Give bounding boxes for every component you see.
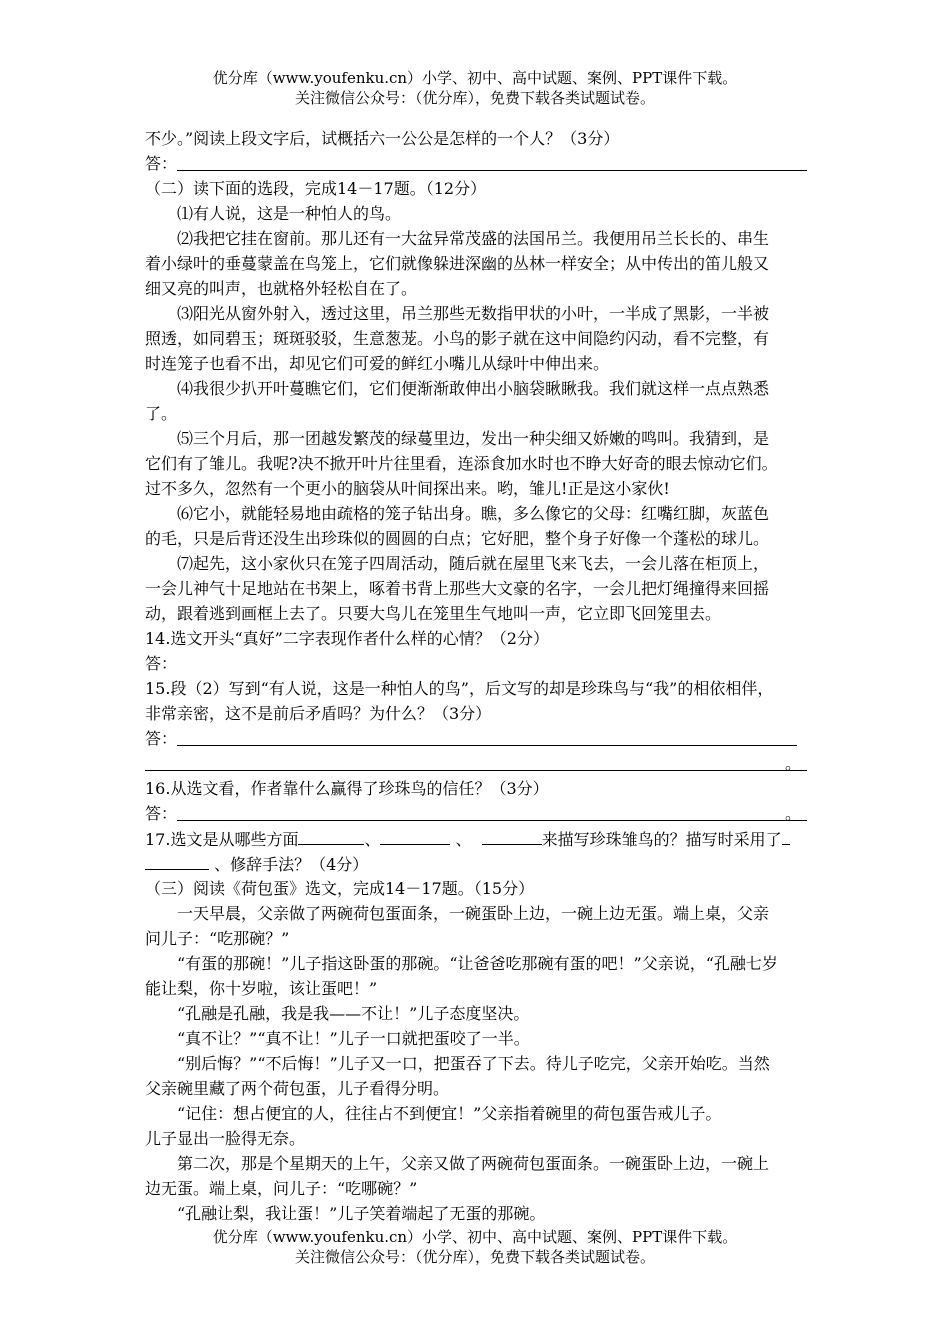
passage-line: 它们有了雏儿。我呢?决不掀开叶片往里看，连添食加水时也不睁大好奇的眼去惊动它们。 — [145, 454, 778, 473]
passage-line: “孔融让梨，我让蛋！”儿子笑着端起了无蛋的那碗。 — [177, 1204, 546, 1223]
q17-part-2: 来描写珍珠雏鸟的？描写时采用了 — [541, 830, 782, 849]
passage-line: 问儿子：“吃那碗？” — [145, 929, 290, 948]
passage-line: ⑴有人说，这是一种怕人的鸟。 — [177, 204, 402, 223]
passage-line: 的毛，只是后背还没生出珍珠似的圆圆的白点；它好肥，整个身子好像一个蓬松的球儿。 — [145, 529, 770, 548]
passage-line: 能让梨，你十岁啦，该让蛋吧！” — [145, 979, 378, 998]
q16-answer[interactable] — [145, 801, 807, 826]
q15-question-line-2: 非常亲密，这不是前后矛盾吗？为什么？（3分） — [145, 704, 492, 723]
passage-line: “记住：想占便宜的人，往往占不到便宜！”父亲指着碗里的荷包蛋告戒儿子。 — [177, 1104, 722, 1123]
passage-line: 一会儿神气十足地站在书架上，啄着书背上那些大文豪的名字，一会儿把灯绳撞得来回摇 — [145, 579, 770, 598]
answer-line[interactable] — [177, 745, 797, 746]
passage-line: ⑷我很少扒开叶蔓瞧它们，它们便渐渐敢伸出小脑袋瞅瞅我。我们就这样一点点熟悉 — [177, 379, 770, 398]
passage-line: ⑶阳光从窗外射入，透过这里，吊兰那些无数指甲状的小叶，一半成了黑影，一半被 — [177, 304, 770, 323]
passage-line: ⑵我把它挂在窗前。那儿还有一大盆异常茂盛的法国吊兰。我便用吊兰长长的、串生 — [177, 229, 770, 248]
q15-answer[interactable] — [145, 726, 807, 751]
passage-line: 一天早晨，父亲做了两碗荷包蛋面条，一碗蛋卧上边，一碗上边无蛋。端上桌，父亲 — [177, 904, 770, 923]
footer-line-1: 优分库（www.youfenku.cn）小学、初中、高中试题、案例、PPT课件下载。 — [212, 1228, 738, 1246]
section2-passage — [145, 201, 807, 626]
q17-blank-4-continued[interactable] — [145, 851, 209, 870]
passage-line: “别后悔？”“不后悔！”儿子又一口，把蛋吞了下去。待儿子吃完，父亲开始吃。当然 — [177, 1054, 770, 1073]
q14-question: 14.选文开头“真好”二字表现作者什么样的心情？（2分） — [145, 629, 549, 648]
q15-question-line-1: 15.段（2）写到“有人说，这是一种怕人的鸟”，后文写的却是珍珠鸟与“我”的相依相伴， — [145, 679, 774, 698]
passage-line: 照透，如同碧玉；斑斑驳驳，生意葱茏。小鸟的影子就在这中间隐约闪动，看不完整，有 — [145, 329, 770, 348]
section3-passage — [145, 901, 807, 1226]
passage-line: 过不多久，忽然有一个更小的脑袋从叶间探出来。哟，雏儿!正是这小家伙! — [145, 479, 670, 498]
document-body — [145, 126, 807, 1226]
passage-line: 第二次，那是个星期天的上午，父亲又做了两碗荷包蛋面条。一碗蛋卧上边，一碗上 — [177, 1154, 770, 1173]
end-mark: 。 — [784, 804, 801, 823]
q16-question: 16.从选文看，作者靠什么赢得了珍珠鸟的信任？（3分） — [145, 779, 549, 798]
passage-line: 儿子显出一脸得无奈。 — [145, 1129, 306, 1148]
passage-line: ⑸三个月后，那一团越发繁茂的绿蔓里边，发出一种尖细又娇嫩的鸣叫。我猜到，是 — [177, 429, 770, 448]
answer-label: 答： — [145, 804, 178, 823]
q15-answer-continued[interactable] — [145, 751, 807, 776]
answer-label: 答： — [145, 729, 178, 748]
q17-question-line-2 — [145, 851, 807, 876]
passage-line: 着小绿叶的垂蔓蒙盖在鸟笼上，它们就像躲进深幽的丛林一样安全；从中传出的笛儿般又 — [145, 254, 770, 273]
footer-line-2: 关注微信公众号：（优分库），免费下载各类试题试卷。 — [294, 1248, 655, 1266]
passage-line: 边无蛋。端上桌，问儿子：“吃哪碗？” — [145, 1179, 418, 1198]
q17-part-3: 、修辞手法？（4分） — [209, 855, 369, 874]
passage-line: 了。 — [145, 404, 178, 423]
passage-line: 动，跟着逃到画框上去了。只要大鸟儿在笼里生气地叫一声，它立即飞回笼里去。 — [145, 604, 722, 623]
q13-answer[interactable] — [145, 151, 807, 176]
passage-line: 父亲碗里藏了两个荷包蛋，儿子看得分明。 — [145, 1079, 450, 1098]
passage-line: ⑹它小，就能轻易地由疏格的笼子钻出身。瞧，多么像它的父母：红嘴红脚，灰蓝色 — [177, 504, 770, 523]
q17-sep-1: 、 — [364, 830, 381, 849]
section3-title: （三）阅读《荷包蛋》选文，完成14－17题。（15分） — [145, 879, 535, 898]
header-line-1: 优分库（www.youfenku.cn）小学、初中、高中试题、案例、PPT课件下载。 — [212, 69, 738, 87]
q14-answer[interactable]: 答： — [145, 654, 178, 673]
end-mark: 。 — [784, 754, 801, 773]
q17-sep-2: 、 — [450, 830, 472, 849]
q17-part-1: 17.选文是从哪些方面 — [145, 830, 299, 849]
passage-line: 细又亮的叫声，也就格外轻松自在了。 — [145, 279, 418, 298]
answer-line[interactable] — [145, 770, 807, 771]
q17-blank-4[interactable] — [782, 826, 790, 845]
passage-line: “孔融是孔融，我是我——不让！”儿子态度坚决。 — [177, 1004, 530, 1023]
q17-blank-1[interactable] — [298, 826, 364, 845]
q17-blank-3[interactable] — [482, 826, 542, 845]
header-line-2: 关注微信公众号：（优分库），免费下载各类试题试卷。 — [294, 89, 655, 107]
q13-tail: 不少。”阅读上段文字后，试概括六一公公是怎样的一个人？（3分） — [145, 129, 620, 148]
passage-line: “真不让？”“真不让！”儿子一口就把蛋咬了一半。 — [177, 1029, 530, 1048]
passage-line: “有蛋的那碗！”儿子指这卧蛋的那碗。“让爸爸吃那碗有蛋的吧！”父亲说，“孔融七岁 — [177, 954, 778, 973]
passage-line: 时连笼子也看不出，却见它们可爱的鲜红小嘴儿从绿叶中伸出来。 — [145, 354, 610, 373]
answer-line[interactable] — [177, 170, 807, 171]
section2-title: （二）读下面的选段，完成14－17题。（12分） — [145, 179, 487, 198]
answer-label: 答： — [145, 154, 178, 173]
q17-blank-2[interactable] — [380, 826, 450, 845]
q17-question — [145, 826, 807, 851]
passage-line: ⑺起先，这小家伙只在笼子四周活动，随后就在屋里飞来飞去，一会儿落在柜顶上， — [177, 554, 770, 573]
answer-line[interactable] — [177, 820, 807, 821]
